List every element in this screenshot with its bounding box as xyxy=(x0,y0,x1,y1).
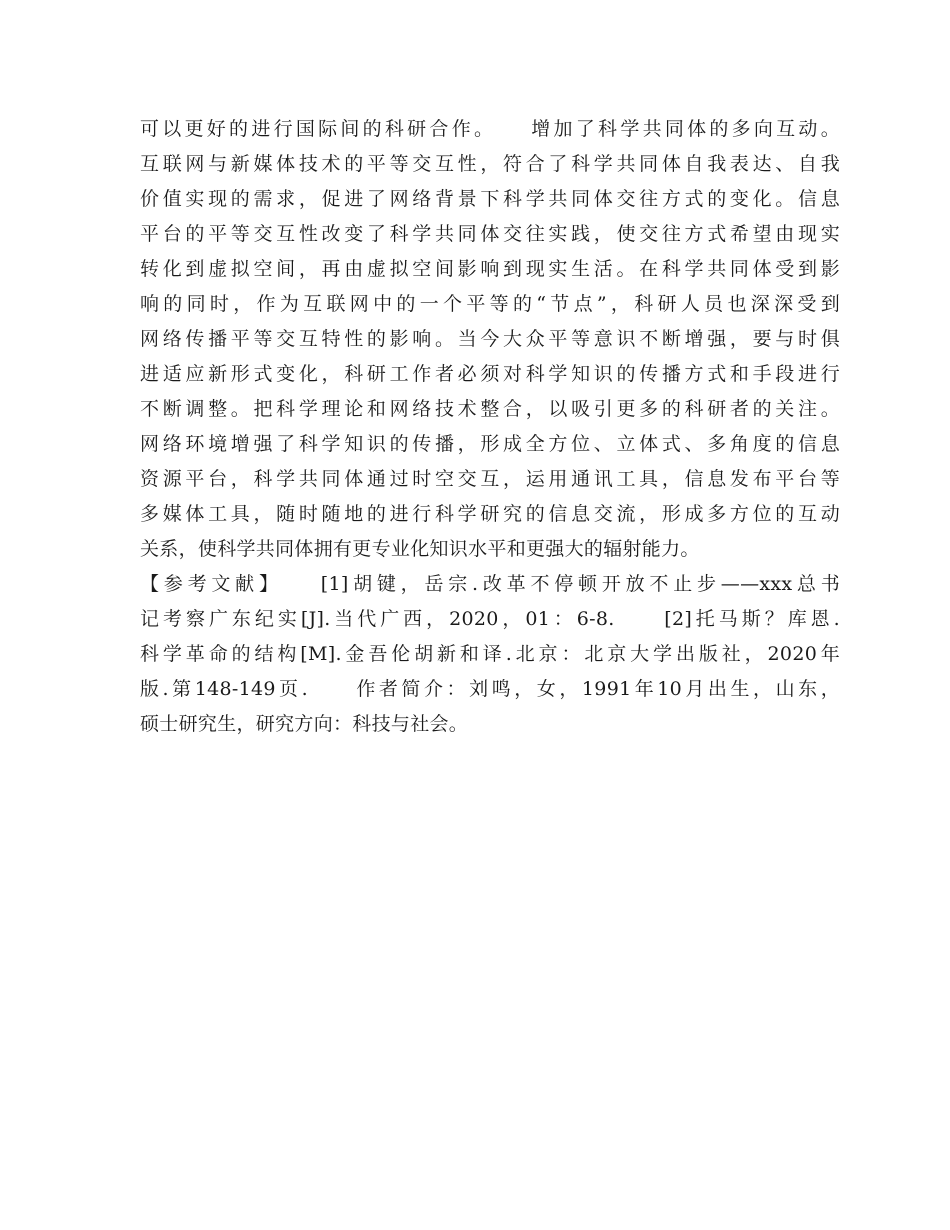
text-line: 关系，使科学共同体拥有更专业化知识水平和更强大的辐射能力。 xyxy=(140,538,700,560)
body-text xyxy=(140,112,840,742)
text-line: 多媒体工具，随时随地的进行科学研究的信息交流，形成多方位的互动 xyxy=(140,503,840,525)
author-info-line: 硕士研究生，研究方向：科技与社会。 xyxy=(140,713,469,735)
text-line: 转化到虚拟空间，再由虚拟空间影响到现实生活。在科学共同体受到影 xyxy=(140,258,840,280)
references-line: 记考察广东纪实[J].当代广西，2020，01：6-8. [2]托马斯？库恩. xyxy=(140,608,840,630)
references-line: 科学革命的结构[M].金吾伦胡新和译.北京：北京大学出版社，2020年 xyxy=(140,643,840,665)
text-line: 网络环境增强了科学知识的传播，形成全方位、立体式、多角度的信息 xyxy=(140,433,840,455)
text-line: 平台的平等交互性改变了科学共同体交往实践，使交往方式希望由现实 xyxy=(140,223,840,245)
author-info-line: 版.第148-149页. 作者简介：刘鸣，女，1991年10月出生，山东， xyxy=(140,678,840,700)
text-line: 响的同时，作为互联网中的一个平等的“节点”，科研人员也深深受到 xyxy=(140,293,840,315)
text-line: 网络传播平等交互特性的影响。当今大众平等意识不断增强，要与时俱 xyxy=(140,328,840,350)
text-line: 可以更好的进行国际间的科研合作。 增加了科学共同体的多向互动。 xyxy=(140,118,840,140)
text-line: 资源平台，科学共同体通过时空交互，运用通讯工具，信息发布平台等 xyxy=(140,468,840,490)
references-line: 【参考文献】 [1]胡键，岳宗.改革不停顿开放不止步——xxx总书 xyxy=(140,573,840,595)
text-line: 互联网与新媒体技术的平等交互性，符合了科学共同体自我表达、自我 xyxy=(140,153,840,175)
text-line: 不断调整。把科学理论和网络技术整合，以吸引更多的科研者的关注。 xyxy=(140,398,840,420)
text-line: 进适应新形式变化，科研工作者必须对科学知识的传播方式和手段进行 xyxy=(140,363,840,385)
text-line: 价值实现的需求，促进了网络背景下科学共同体交往方式的变化。信息 xyxy=(140,188,840,210)
